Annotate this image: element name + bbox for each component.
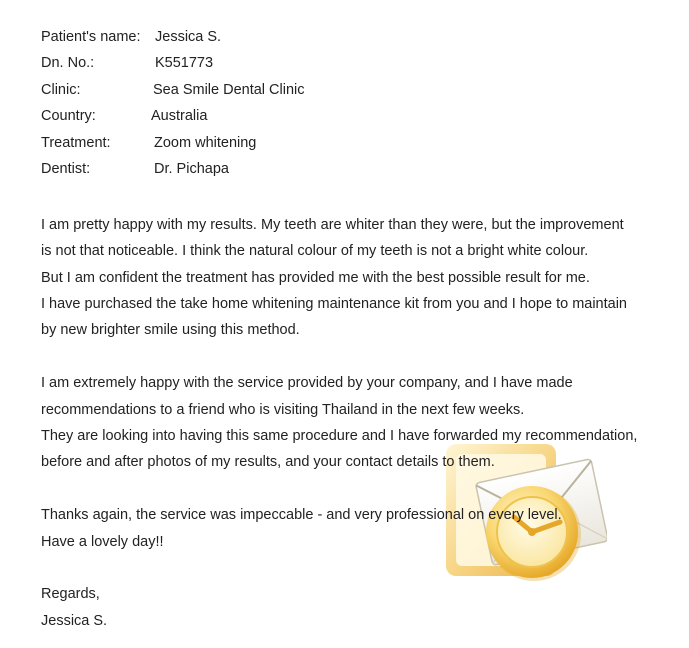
dn-number-value: K551773 <box>155 55 214 72</box>
treatment-label: Treatment: <box>41 134 111 151</box>
country-row <box>41 106 661 132</box>
dn-number-row <box>41 53 661 79</box>
patient-info <box>41 27 661 185</box>
dentist-row <box>41 159 661 185</box>
thanks-paragraph <box>41 502 661 555</box>
patient-name-row <box>41 27 661 53</box>
country-value: Australia <box>151 108 208 125</box>
service-paragraph <box>41 370 661 476</box>
dentist-value: Dr. Pichapa <box>154 160 229 177</box>
paragraph-line: recommendations to a friend who is visiting Thailand in the next few weeks. <box>41 401 525 418</box>
closing-line: Regards, <box>41 586 100 603</box>
patient-name-value: Jessica S. <box>155 29 222 45</box>
testimonial-letter <box>41 27 661 634</box>
clinic-value: Sea Smile Dental Clinic <box>153 81 305 98</box>
signature-name: Jessica S. <box>41 612 108 629</box>
paragraph-line: Thanks again, the service was impeccable - and very professional on every level. <box>41 507 562 524</box>
country-label: Country: <box>41 108 96 125</box>
paragraph-line: I have purchased the take home whitening maintenance kit from you and I hope to maintain <box>41 295 627 312</box>
patient-name-label: Patient's name: <box>41 29 141 45</box>
treatment-value: Zoom whitening <box>154 134 257 151</box>
paragraph-line: Have a lovely day!! <box>41 533 164 550</box>
clinic-label: Clinic: <box>41 81 81 98</box>
clinic-row <box>41 80 661 106</box>
dentist-label: Dentist: <box>41 160 91 177</box>
paragraph-line: But I am confident the treatment has provided me with the best possible result for me. <box>41 269 590 286</box>
dn-number-label: Dn. No.: <box>41 55 95 72</box>
paragraph-line: is not that noticeable. I think the natural colour of my teeth is not a bright white colour. <box>41 243 589 260</box>
signature-block <box>41 581 661 634</box>
paragraph-line: They are looking into having this same procedure and I have forwarded my recommendation, <box>41 427 638 444</box>
paragraph-line: I am pretty happy with my results. My teeth are whiter than they were, but the improvement <box>41 216 624 233</box>
results-paragraph <box>41 212 661 344</box>
paragraph-line: before and after photos of my results, and your contact details to them. <box>41 454 495 471</box>
paragraph-line: by new brighter smile using this method. <box>41 322 300 339</box>
paragraph-line: I am extremely happy with the service provided by your company, and I have made <box>41 375 573 392</box>
treatment-row <box>41 133 661 159</box>
